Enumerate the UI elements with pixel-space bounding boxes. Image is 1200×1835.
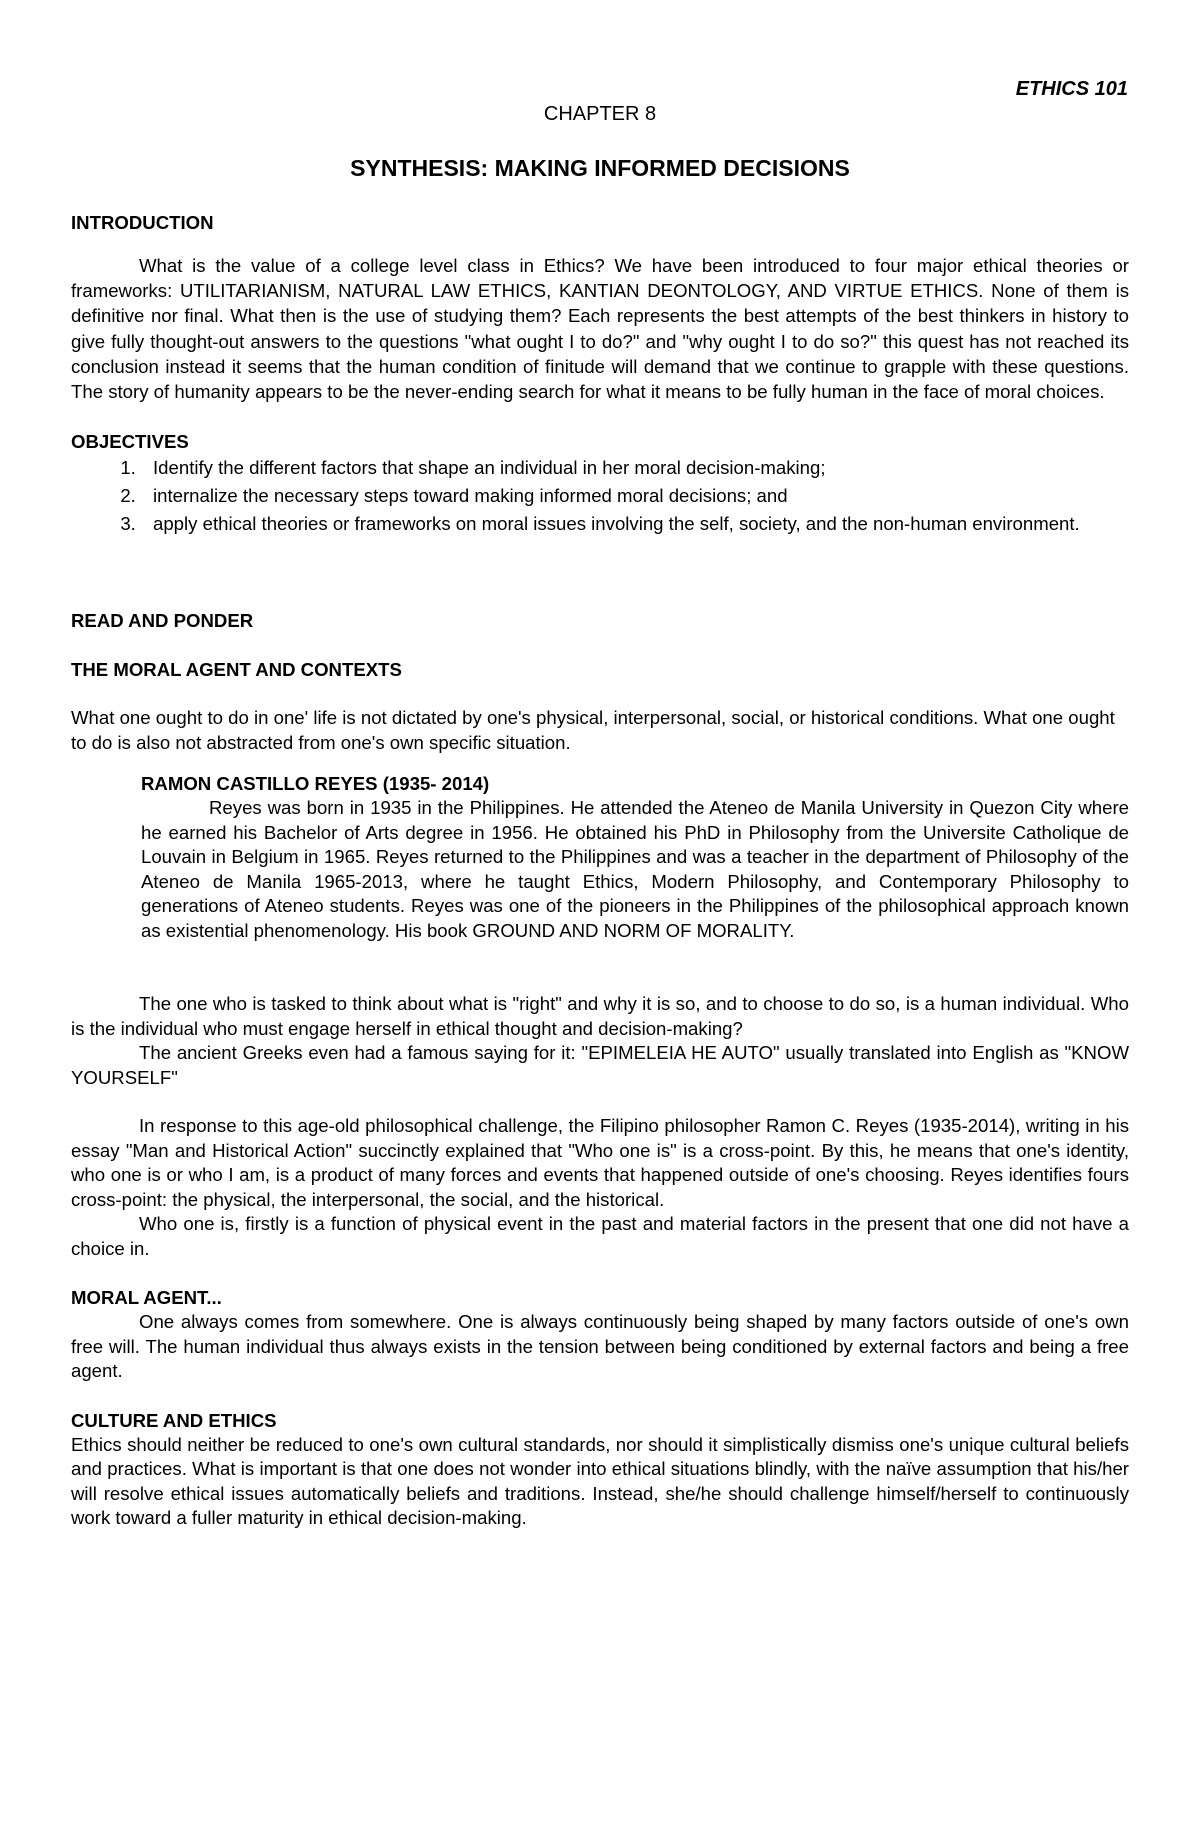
chapter-title: SYNTHESIS: MAKING INFORMED DECISIONS <box>350 155 850 181</box>
running-head: ETHICS 101 <box>1015 78 1128 100</box>
reyes-text: Reyes was born in 1935 in the Philippines. He attended the Ateneo de Manila University in Quezon City where he earned his Bachelor of Arts degree in 1956. He obtained his PhD in Philosophy from the Universite Catholique de Louvain in Belgium in 1965. Reyes returned to the Philippines and was a teacher in the department of Philosophy of the Ateneo de Manila 1965-2013, where he taught Ethics, Modern Philosophy, and Contemporary Philosophy to generations of Ateneo students. Reyes was one of the pioneers in the Philippines of the philosophical approach known as existential phenomenology. His book GROUND AND NORM OF MORALITY. <box>141 797 1129 941</box>
body-paragraph-4: Who one is, firstly is a function of physical event in the past and material factors in the present that one did not have a choice in. <box>71 1213 1129 1259</box>
body-paragraph-1: The one who is tasked to think about what is "right" and why it is so, and to choose to do so, is a human individual. Who is the individual who must engage herself in ethical thought and decision-making? <box>71 993 1129 1039</box>
objective-item-3: 3. apply ethical theories or frameworks on moral issues involving the self, society, and the non-human environment. <box>141 510 1129 538</box>
body-paragraph-3: In response to this age-old philosophical challenge, the Filipino philosopher Ramon C. Reyes (1935-2014), writing in his essay "Man and Historical Action" succinctly explained that "Who one is" is a cross-point. By this, he means that one's identity, who one is or who I am, is a product of many forces and events that happened outside of one's choosing. Reyes identifies fours cross-point: the physical, the interpersonal, the social, and the historical. <box>71 1115 1129 1210</box>
read-and-ponder-heading: READ AND PONDER <box>71 610 254 632</box>
culture-ethics-text: Ethics should neither be reduced to one's own cultural standards, nor should it simplistically dismiss one's unique cultural beliefs and practices. What is important is that one does not wonder into ethical situations blindly, with the naïve assumption that his/her will resolve ethical issues automatically beliefs and traditions. Instead, she/he should challenge himself/herself to continuously work toward a fuller maturity in ethical decision-making. <box>71 1433 1129 1529</box>
objective-item-1: 1. Identify the different factors that shape an individual in her moral decision-making; <box>141 454 1129 482</box>
chapter-label: CHAPTER 8 <box>543 103 657 125</box>
objective-item-2: 2. internalize the necessary steps toward making informed moral decisions; and <box>141 482 1129 510</box>
objectives-heading: OBJECTIVES <box>71 431 189 453</box>
culture-ethics-heading: CULTURE AND ETHICS <box>71 1409 277 1431</box>
document-body <box>71 210 1129 1531</box>
moral-agent-contexts-heading: THE MORAL AGENT AND CONTEXTS <box>71 659 402 681</box>
reyes-bio <box>141 771 1129 943</box>
moral-agent-contexts-text: What one ought to do in one' life is not dictated by one's physical, interpersonal, social, or historical conditions. What one ought to do is also not abstracted from one's own specific situation. <box>71 707 1115 753</box>
body-paragraph-2: The ancient Greeks even had a famous saying for it: "EPIMELEIA HE AUTO" usually translated into English as "KNOW YOURSELF" <box>71 1042 1129 1088</box>
moral-agent-heading: MORAL AGENT... <box>71 1287 222 1309</box>
reyes-heading: RAMON CASTILLO REYES (1935- 2014) <box>141 773 490 795</box>
moral-agent-text: One always comes from somewhere. One is always continuously being shaped by many factors outside of one's own free will. The human individual thus always exists in the tension between being conditioned by external factors and being a free agent. <box>71 1311 1129 1382</box>
introduction-text: What is the value of a college level class in Ethics? We have been introduced to four major ethical theories or frameworks: UTILITARIANISM, NATURAL LAW ETHICS, KANTIAN DEONTOLOGY, AND VIRTUE ETHICS. None of them is definitive nor final. What then is the use of studying them? Each represents the best attempts of the best thinkers in history to give fully thought-out answers to the questions "what ought I to do?" and "why ought I to do so?" this quest has not reached its conclusion instead it seems that the human condition of finitude will demand that we continue to grapple with these questions. The story of humanity appears to be the never-ending search for what it means to be fully human in the face of moral choices. <box>71 255 1129 403</box>
objectives-list <box>71 454 1129 538</box>
introduction-heading: INTRODUCTION <box>71 212 214 233</box>
